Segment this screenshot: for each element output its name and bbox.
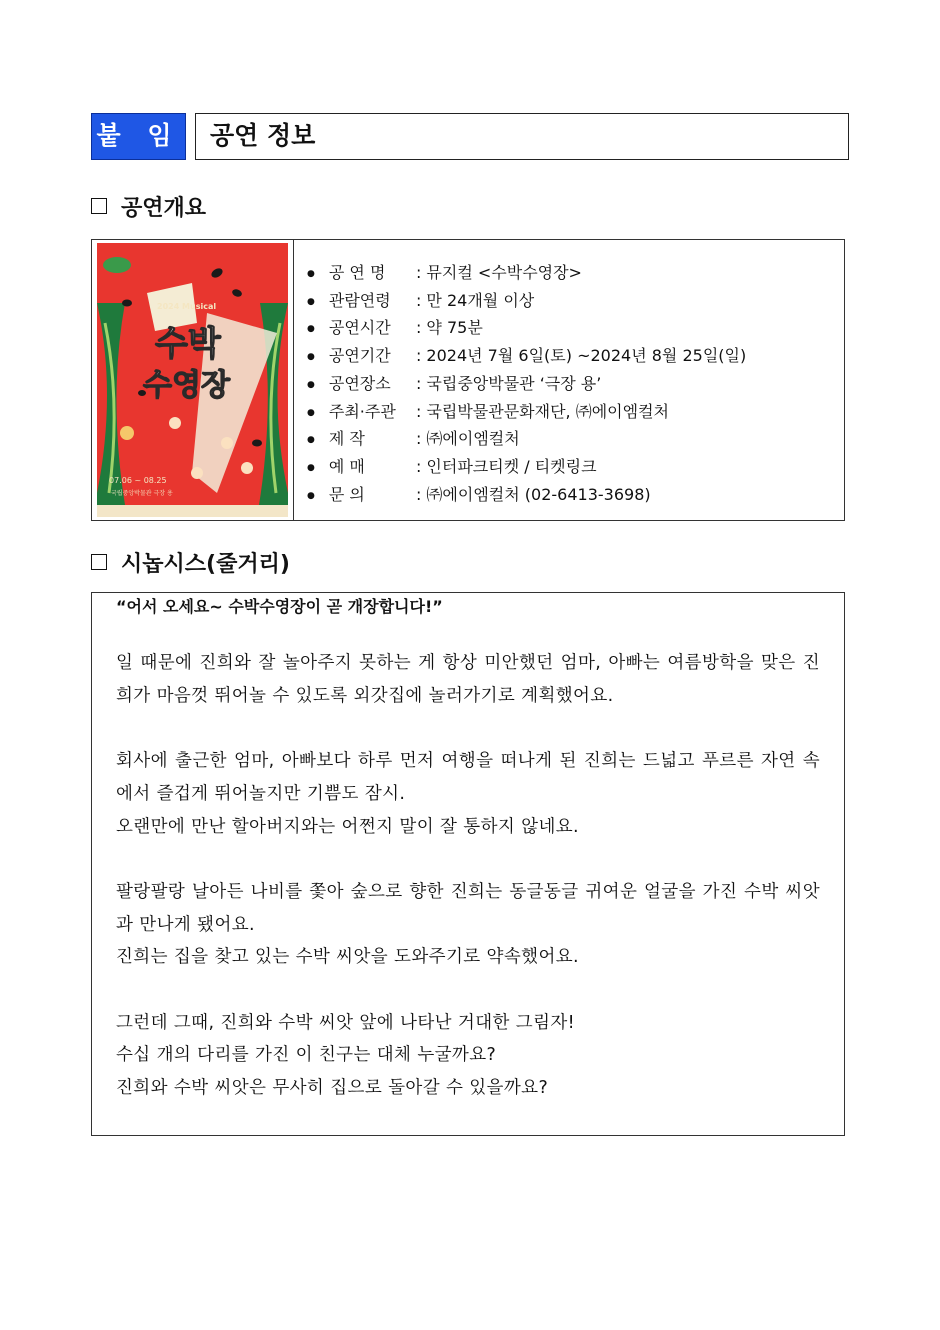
synopsis-paragraph: 그런데 그때, 진희와 수박 씨앗 앞에 나타난 거대한 그림자! 수십 개의 다리를 가진 이 친구는 대체 누굴까요? 진희와 수박 씨앗은 무사히 집으로 돌아갈 수 있을까요? bbox=[116, 1012, 576, 1099]
list-item: ● 문 의 : ㈜에이엠컬처 (02-6413-3698) bbox=[307, 482, 746, 510]
poster-cell bbox=[92, 240, 294, 520]
poster-title-line1: 수박 bbox=[155, 324, 221, 364]
list-item: ● 공연시간 : 약 75분 bbox=[307, 315, 746, 343]
list-item: ● 제 작 : ㈜에이엠컬처 bbox=[307, 426, 746, 454]
synopsis-paragraph: 회사에 출근한 엄마, 아빠보다 하루 먼저 여행을 떠나게 된 진희는 드넓고 푸르른 자연 속에서 즐겁게 뛰어놀지만 기쁨도 잠시. 오랜만에 만난 할아버지와는 어쩐지 말이 잘 통하지 않네요. bbox=[116, 751, 820, 837]
synopsis-heading bbox=[91, 550, 290, 580]
poster-image bbox=[97, 243, 288, 517]
page-header bbox=[91, 113, 849, 160]
list-item: ● 공연기간 : 2024년 7월 6일(토) ~2024년 8월 25일(일) bbox=[307, 343, 746, 371]
list-item: ● 관람연령 : 만 24개월 이상 bbox=[307, 288, 746, 316]
list-item: ● 예 매 : 인터파크티켓 / 티켓링크 bbox=[307, 454, 746, 482]
attachment-tag: 붙 임 bbox=[91, 113, 186, 160]
checkbox-square-icon bbox=[91, 198, 107, 214]
poster-venue: 국립중앙박물관 극장 용 bbox=[111, 490, 173, 497]
synopsis-box bbox=[91, 592, 845, 1136]
page-title: 공연 정보 bbox=[195, 113, 849, 160]
overview-table bbox=[91, 239, 845, 521]
overview-heading bbox=[91, 194, 206, 224]
synopsis-paragraph: 팔랑팔랑 날아든 나비를 쫓아 숲으로 향한 진희는 동글동글 귀여운 얼굴을 가진 수박 씨앗과 만나게 됐어요. 진희는 집을 찾고 있는 수박 씨앗을 도와주기로 약속했어요. bbox=[116, 881, 820, 968]
poster-title-line2: 수영장 bbox=[143, 368, 230, 403]
overview-info-list bbox=[307, 260, 746, 509]
checkbox-square-icon bbox=[91, 554, 107, 570]
list-item: ● 주최·주관 : 국립박물관문화재단, ㈜에이엠컬처 bbox=[307, 399, 746, 427]
synopsis-headline: “어서 오세요~ 수박수영장이 곧 개장합니다!” bbox=[116, 597, 443, 616]
poster-dates: 07.06 ~ 08.25 bbox=[109, 476, 167, 485]
list-item: ● 공연장소 : 국립중앙박물관 ‘극장 용’ bbox=[307, 371, 746, 399]
synopsis-paragraph: 일 때문에 진희와 잘 놀아주지 못하는 게 항상 미안했던 엄마, 아빠는 여름방학을 맞은 진희가 마음껏 뛰어놀 수 있도록 외갓집에 놀러가기로 계획했어요. bbox=[116, 653, 820, 706]
poster-top-text: 2024 Musical bbox=[157, 302, 217, 311]
list-item: ● 공 연 명 : 뮤지컬 <수박수영장> bbox=[307, 260, 746, 288]
synopsis-heading-text: 시놉시스(줄거리) bbox=[121, 552, 290, 577]
overview-heading-text: 공연개요 bbox=[121, 196, 207, 221]
